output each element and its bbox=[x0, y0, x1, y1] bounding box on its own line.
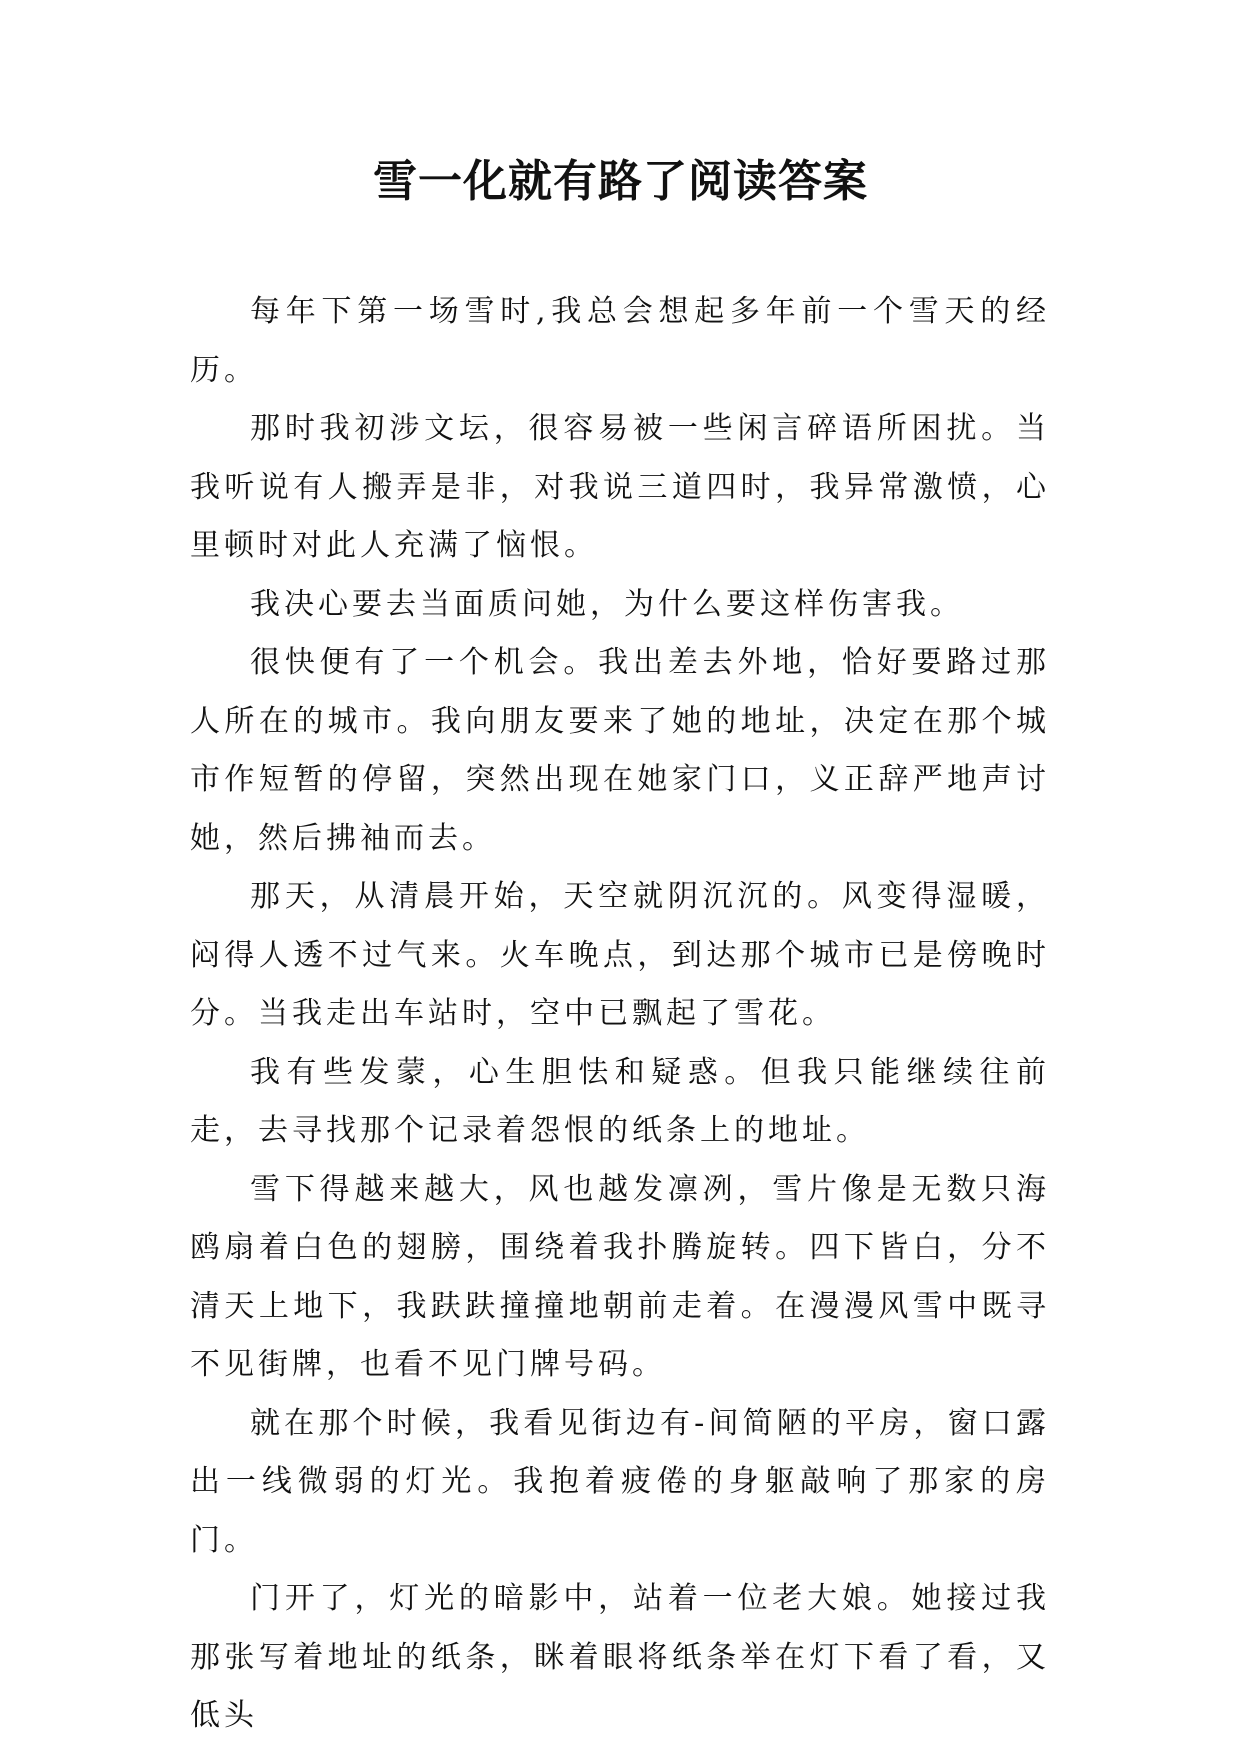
paragraph: 我有些发蒙，心生胆怯和疑惑。但我只能继续往前走，去寻找那个记录着怨恨的纸条上的地址。 bbox=[190, 1054, 1050, 1148]
paragraph: 那天，从清晨开始，天空就阴沉沉的。风变得湿暖，闷得人透不过气来。火车晚点，到达那个城市已是傍晚时分。当我走出车站时，空中已飘起了雪花。 bbox=[190, 879, 1050, 1031]
paragraph: 我决心要去当面质问她，为什么要这样伤害我。 bbox=[250, 586, 964, 622]
document-body bbox=[190, 283, 1050, 1746]
document-title: 雪一化就有路了阅读答案 bbox=[373, 156, 868, 207]
paragraph: 门开了，灯光的暗影中，站着一位老大娘。她接过我那张写着地址的纸条，眯着眼将纸条举在灯下看了看，又低头 bbox=[190, 1581, 1050, 1733]
paragraph: 就在那个时候，我看见街边有-间简陋的平房，窗口露出一线微弱的灯光。我抱着疲倦的身躯敲响了那家的房门。 bbox=[190, 1405, 1050, 1558]
paragraph: 那时我初涉文坛，很容易被一些闲言碎语所困扰。当我听说有人搬弄是非，对我说三道四时，我异常激愤，心里顿时对此人充满了恼恨。 bbox=[190, 411, 1050, 563]
paragraph: 雪下得越来越大，风也越发凛冽，雪片像是无数只海鸥扇着白色的翅膀，围绕着我扑腾旋转。四下皆白，分不清天上地下，我趺趺撞撞地朝前走着。在漫漫风雪中既寻不见街牌，也看不见门牌号码。 bbox=[190, 1171, 1050, 1382]
paragraph: 很快便有了一个机会。我出差去外地，恰好要路过那人所在的城市。我向朋友要来了她的地址，决定在那个城市作短暂的停留，突然出现在她家门口，义正辞严地声讨她，然后拂袖而去。 bbox=[190, 645, 1050, 856]
paragraph: 每年下第一场雪时,我总会想起多年前一个雪天的经历。 bbox=[190, 294, 1050, 388]
